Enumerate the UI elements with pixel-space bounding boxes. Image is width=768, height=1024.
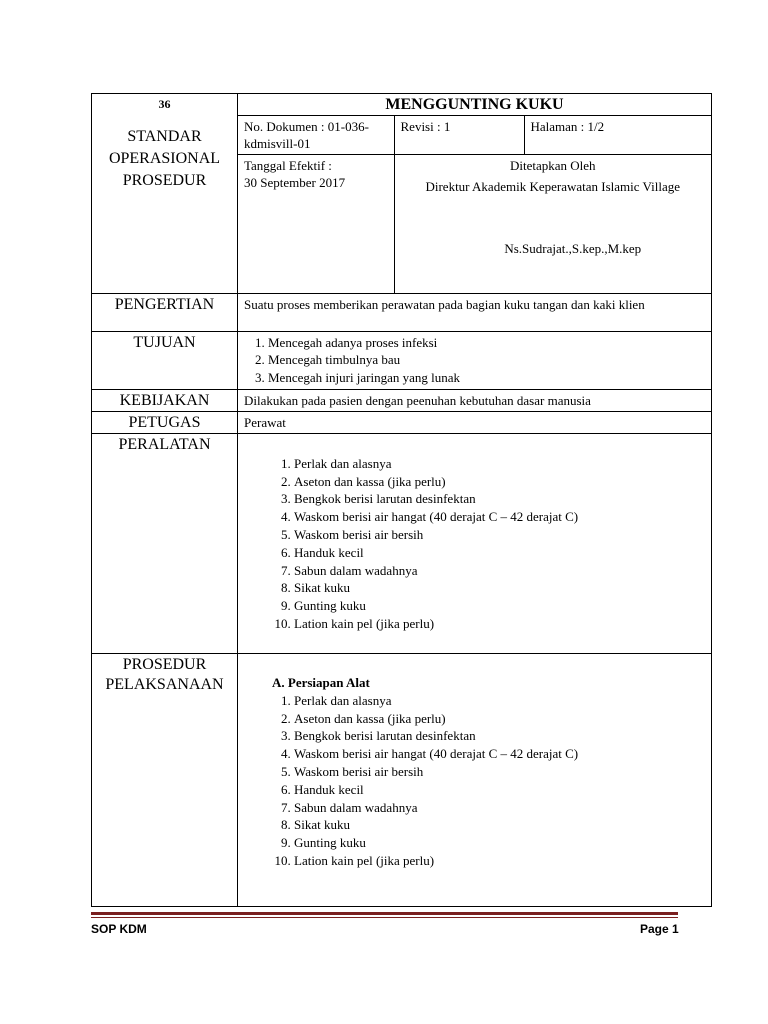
halaman: Halaman : 1/2: [524, 116, 711, 155]
list-item: 2. Aseton dan kassa (jika perlu): [294, 710, 705, 728]
prosedur-content: [238, 653, 712, 906]
footer-rule-thin: [91, 917, 678, 918]
list-item: 1. Mencegah adanya proses infeksi: [268, 334, 705, 352]
petugas-label: PETUGAS: [92, 411, 238, 433]
list-item: 4. Waskom berisi air hangat (40 derajat C – 42 derajat C): [294, 508, 705, 526]
list-item: 10. Lation kain pel (jika perlu): [294, 852, 705, 870]
list-item: 4. Waskom berisi air hangat (40 derajat C – 42 derajat C): [294, 745, 705, 763]
ditetapkan-oleh: Ditetapkan Oleh: [509, 158, 596, 173]
kebijakan-text: Dilakukan pada pasien dengan peenuhan kebutuhan dasar manusia: [238, 389, 712, 411]
persiapan-alat-heading: A. Persiapan Alat: [272, 674, 370, 690]
list-item: 5. Waskom berisi air bersih: [294, 526, 705, 544]
list-item: 5. Waskom berisi air bersih: [294, 763, 705, 781]
list-item: 7. Sabun dalam wadahnya: [294, 562, 705, 580]
document-meta-table: [238, 115, 711, 293]
no-dokumen: No. Dokumen : 01-036-kdmisvill-01: [238, 116, 394, 155]
list-item: 2. Aseton dan kassa (jika perlu): [294, 473, 705, 491]
prosedur-label: PROSEDUR PELAKSANAAN: [92, 653, 238, 906]
tujuan-label: TUJUAN: [92, 331, 238, 389]
page-title: MENGGUNTING KUKU: [385, 96, 564, 113]
revisi: Revisi : 1: [394, 116, 524, 155]
document-info-cell: [238, 94, 712, 294]
peralatan-content: [238, 433, 712, 653]
list-item: 8. Sikat kuku: [294, 816, 705, 834]
list-item: 6. Handuk kecil: [294, 544, 705, 562]
pengertian-label: PENGERTIAN: [92, 293, 238, 331]
code-number: 36: [158, 97, 171, 111]
sop-header-cell: [92, 94, 238, 294]
signer-name: Ns.Sudrajat.,S.kep.,M.kep: [504, 241, 642, 256]
list-item: 3. Bengkok berisi larutan desinfektan: [294, 727, 705, 745]
list-item: 3. Bengkok berisi larutan desinfektan: [294, 490, 705, 508]
list-item: 6. Handuk kecil: [294, 781, 705, 799]
petugas-text: Perawat: [238, 411, 712, 433]
kebijakan-label: KEBIJAKAN: [92, 389, 238, 411]
prosedur-list: [244, 692, 705, 870]
footer-rule-thick: [91, 912, 678, 915]
pengertian-text: Suatu proses memberikan perawatan pada bagian kuku tangan dan kaki klien: [238, 293, 712, 331]
peralatan-list: [244, 455, 705, 633]
direktur: Direktur Akademik Keperawatan Islamic Village: [425, 179, 681, 194]
sop-table: [91, 93, 712, 907]
list-item: 8. Sikat kuku: [294, 579, 705, 597]
sop-title: STANDAR OPERASIONAL PROSEDUR: [108, 128, 221, 189]
list-item: 1. Perlak dan alasnya: [294, 455, 705, 473]
list-item: 3. Mencegah injuri jaringan yang lunak: [268, 369, 705, 387]
footer-doc-label: SOP KDM: [91, 922, 147, 936]
list-item: 7. Sabun dalam wadahnya: [294, 799, 705, 817]
list-item: 2. Mencegah timbulnya bau: [268, 351, 705, 369]
list-item: 1. Perlak dan alasnya: [294, 692, 705, 710]
list-item: 9. Gunting kuku: [294, 597, 705, 615]
ditetapkan-cell: [394, 155, 711, 293]
tanggal-efektif: Tanggal Efektif : 30 September 2017: [238, 155, 394, 293]
page-number: Page 1: [640, 922, 679, 936]
tujuan-content: [238, 331, 712, 389]
tujuan-list: [244, 334, 705, 387]
list-item: 9. Gunting kuku: [294, 834, 705, 852]
list-item: 10. Lation kain pel (jika perlu): [294, 615, 705, 633]
peralatan-label: PERALATAN: [92, 433, 238, 653]
